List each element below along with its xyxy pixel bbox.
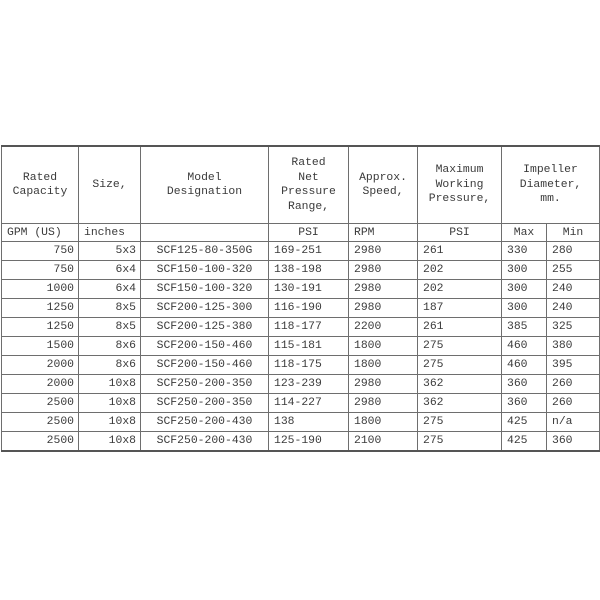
cell-size: 8x5 [79,318,141,337]
unit-max-pressure: PSI [418,224,502,242]
table-row [2,356,600,375]
cell-speed: 2980 [349,299,418,318]
cell-net-pressure: 115-181 [269,337,349,356]
cell-model: SCF200-125-300 [141,299,269,318]
cell-max-pressure: 187 [418,299,502,318]
unit-size: inches [79,224,141,242]
cell-net-pressure: 169-251 [269,242,349,261]
cell-capacity: 1000 [2,280,79,299]
cell-impeller-max: 300 [502,299,547,318]
cell-size: 8x6 [79,337,141,356]
cell-speed: 2980 [349,242,418,261]
cell-capacity: 2000 [2,375,79,394]
unit-speed: RPM [349,224,418,242]
cell-size: 8x5 [79,299,141,318]
cell-speed: 2100 [349,432,418,452]
cell-impeller-max: 300 [502,261,547,280]
unit-impeller-min: Min [547,224,600,242]
cell-speed: 2980 [349,375,418,394]
cell-impeller-min: 395 [547,356,600,375]
cell-size: 8x6 [79,356,141,375]
cell-model: SCF200-150-460 [141,337,269,356]
cell-speed: 2200 [349,318,418,337]
cell-impeller-max: 360 [502,375,547,394]
cell-impeller-min: 380 [547,337,600,356]
cell-net-pressure: 130-191 [269,280,349,299]
cell-capacity: 2500 [2,413,79,432]
cell-capacity: 1500 [2,337,79,356]
cell-max-pressure: 362 [418,394,502,413]
cell-impeller-min: 280 [547,242,600,261]
table-row [2,413,600,432]
table-row [2,432,600,452]
cell-impeller-max: 460 [502,356,547,375]
cell-size: 6x4 [79,280,141,299]
cell-net-pressure: 118-175 [269,356,349,375]
header-size: Size, [79,146,141,224]
table-row [2,318,600,337]
cell-model: SCF250-200-350 [141,394,269,413]
cell-impeller-min: n/a [547,413,600,432]
cell-impeller-max: 425 [502,432,547,452]
table-row [2,261,600,280]
cell-net-pressure: 114-227 [269,394,349,413]
header-net-pressure-range: Rated Net Pressure Range, [269,146,349,224]
unit-capacity: GPM (US) [2,224,79,242]
cell-model: SCF125-80-350G [141,242,269,261]
cell-impeller-max: 425 [502,413,547,432]
cell-speed: 1800 [349,337,418,356]
header-rated-capacity: Rated Capacity [2,146,79,224]
pump-spec-table [1,145,600,452]
cell-impeller-min: 260 [547,394,600,413]
cell-max-pressure: 275 [418,432,502,452]
cell-net-pressure: 125-190 [269,432,349,452]
table-row [2,280,600,299]
cell-speed: 1800 [349,356,418,375]
cell-capacity: 750 [2,242,79,261]
cell-capacity: 2500 [2,432,79,452]
cell-net-pressure: 116-190 [269,299,349,318]
cell-max-pressure: 202 [418,280,502,299]
table-body [2,242,600,452]
header-row [2,146,600,224]
cell-impeller-min: 240 [547,280,600,299]
pump-spec-table-container [1,145,599,452]
cell-net-pressure: 138 [269,413,349,432]
header-approx-speed: Approx. Speed, [349,146,418,224]
cell-max-pressure: 261 [418,318,502,337]
unit-impeller-max: Max [502,224,547,242]
cell-max-pressure: 362 [418,375,502,394]
cell-speed: 2980 [349,394,418,413]
unit-model [141,224,269,242]
cell-size: 10x8 [79,394,141,413]
cell-size: 6x4 [79,261,141,280]
cell-capacity: 750 [2,261,79,280]
cell-impeller-max: 385 [502,318,547,337]
table-row [2,375,600,394]
cell-size: 10x8 [79,413,141,432]
cell-size: 10x8 [79,375,141,394]
cell-speed: 1800 [349,413,418,432]
cell-capacity: 2500 [2,394,79,413]
cell-impeller-max: 460 [502,337,547,356]
cell-impeller-min: 325 [547,318,600,337]
cell-size: 5x3 [79,242,141,261]
cell-max-pressure: 275 [418,413,502,432]
cell-impeller-min: 360 [547,432,600,452]
cell-net-pressure: 138-198 [269,261,349,280]
cell-model: SCF250-200-350 [141,375,269,394]
cell-net-pressure: 123-239 [269,375,349,394]
table-row [2,299,600,318]
table-row [2,394,600,413]
cell-model: SCF150-100-320 [141,261,269,280]
cell-impeller-min: 240 [547,299,600,318]
cell-max-pressure: 261 [418,242,502,261]
cell-impeller-min: 255 [547,261,600,280]
cell-impeller-max: 360 [502,394,547,413]
cell-capacity: 2000 [2,356,79,375]
cell-capacity: 1250 [2,318,79,337]
cell-size: 10x8 [79,432,141,452]
header-impeller-diameter: Impeller Diameter, mm. [502,146,600,224]
cell-net-pressure: 118-177 [269,318,349,337]
cell-model: SCF200-150-460 [141,356,269,375]
cell-model: SCF250-200-430 [141,432,269,452]
table-row [2,337,600,356]
cell-max-pressure: 202 [418,261,502,280]
header-max-working-pressure: Maximum Working Pressure, [418,146,502,224]
cell-speed: 2980 [349,261,418,280]
unit-net-pressure: PSI [269,224,349,242]
cell-model: SCF250-200-430 [141,413,269,432]
cell-capacity: 1250 [2,299,79,318]
cell-model: SCF200-125-380 [141,318,269,337]
cell-impeller-max: 300 [502,280,547,299]
table-row [2,242,600,261]
cell-max-pressure: 275 [418,337,502,356]
cell-speed: 2980 [349,280,418,299]
cell-impeller-min: 260 [547,375,600,394]
header-model-designation: Model Designation [141,146,269,224]
cell-impeller-max: 330 [502,242,547,261]
cell-max-pressure: 275 [418,356,502,375]
units-row [2,224,600,242]
cell-model: SCF150-100-320 [141,280,269,299]
